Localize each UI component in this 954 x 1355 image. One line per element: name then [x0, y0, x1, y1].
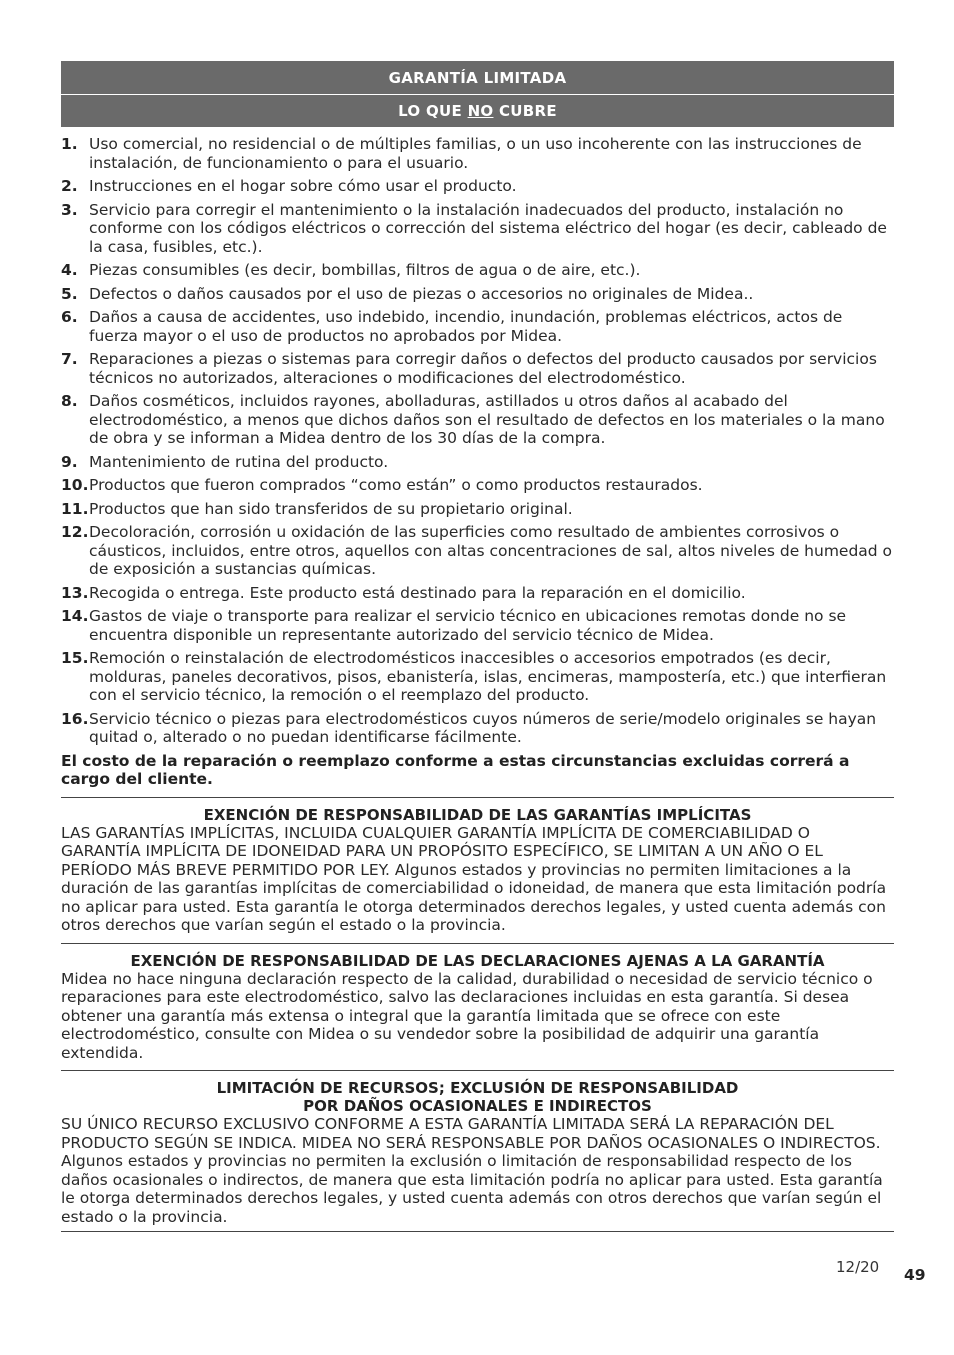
exclusions-list	[61, 135, 894, 747]
section-heading-line1: LIMITACIÓN DE RECURSOS; EXCLUSIÓN DE RESPONSABILIDAD	[216, 1079, 739, 1097]
item-number: 3.	[61, 200, 78, 219]
item-text: Servicio para corregir el mantenimiento o la instalación inadecuados del producto, instalación no conforme con los códigos eléctricos o corrección del sistema eléctrico del hogar (es decir, cableado de la casa, fusibles, etc.).	[89, 200, 887, 256]
item-text: Daños cosméticos, incluidos rayones, abolladuras, astillados u otros daños al acabado del electrodoméstico, a menos que dichos daños son el resultado de defectos en los materiales o la mano de obra y se informan a Midea dentro de los 30 días de la compra.	[89, 392, 885, 447]
section-heading-line2: POR DAÑOS OCASIONALES E INDIRECTOS	[303, 1097, 652, 1115]
list-item	[61, 710, 894, 747]
item-number: 6.	[61, 308, 78, 326]
item-text: Productos que fueron comprados “como están” o como productos restaurados.	[89, 476, 703, 494]
item-number: 15.	[61, 649, 89, 667]
section-heading: EXENCIÓN DE RESPONSABILIDAD DE LAS GARANTÍAS IMPLÍCITAS	[203, 805, 752, 824]
list-item	[61, 500, 894, 519]
list-item	[61, 649, 894, 705]
bottom-divider	[61, 1231, 894, 1232]
item-text: Decoloración, corrosión u oxidación de las superficies como resultado de ambientes corrosivos o cáusticos, incluidos, entre otros, aquellos con altas concentraciones de sal, altos niveles de humedad o de exposición a sustancias químicas.	[89, 523, 893, 578]
item-text: Daños a causa de accidentes, uso indebido, incendio, inundación, problemas eléctricos, actos de fuerza mayor o el uso de productos no aprobados por Midea.	[89, 308, 843, 345]
item-text: Uso comercial, no residencial o de múltiples familias, o un uso incoherente con las instrucciones de instalación, de funcionamiento o para el usuario.	[89, 135, 862, 172]
item-text: Servicio técnico o piezas para electrodomésticos cuyos números de serie/modelo originales se hayan quitad o, alterado o no puedan identificarse fácilmente.	[89, 709, 877, 746]
item-text: Piezas consumibles (es decir, bombillas, filtros de agua o de aire, etc.).	[89, 261, 641, 279]
section-body: LAS GARANTÍAS IMPLÍCITAS, INCLUIDA CUALQUIER GARANTÍA IMPLÍCITA DE COMERCIABILIDAD O GARANTÍA IMPLÍCITA DE IDONEIDAD PARA UN PROPÓSITO ESPECÍFICO, SE LIMITAN A UN AÑO O EL PERÍODO MÁS BREVE PERMITIDO POR LEY. Algunos estados y provincias no permiten limitaciones a la duración de las garantías implícitas de comerciabilidad o idoneidad, de manera que esta limitación podría no aplicar para usted. Esta garantía le otorga determinados derechos legales, y usted cuenta además con otros derechos que varían según el estado o la provincia.	[61, 823, 887, 934]
list-item	[61, 308, 894, 345]
list-item	[61, 453, 894, 472]
item-text: Defectos o daños causados por el uso de piezas o accesorios no originales de Midea..	[89, 284, 754, 303]
item-number: 14.	[61, 607, 89, 625]
item-number: 11.	[61, 499, 89, 518]
section-heading: EXENCIÓN DE RESPONSABILIDAD DE LAS DECLARACIONES AJENAS A LA GARANTÍA	[130, 951, 825, 970]
item-number: 13.	[61, 583, 89, 602]
not-covered-post: CUBRE	[493, 102, 557, 120]
list-item	[61, 261, 894, 280]
item-text: Productos que han sido transferidos de su propietario original.	[89, 499, 573, 518]
item-number: 2.	[61, 177, 78, 195]
list-item	[61, 476, 894, 495]
page-number: 49	[904, 1266, 926, 1284]
remedies-section	[61, 1070, 894, 1226]
item-text: Reparaciones a piezas o sistemas para corregir daños o defectos del producto causados por servicios técnicos no autorizados, alteraciones o modificaciones del electrodoméstico.	[89, 350, 877, 387]
item-text: Instrucciones en el hogar sobre cómo usar el producto.	[89, 177, 517, 195]
cost-note: El costo de la reparación o reemplazo conforme a estas circunstancias excluidas correrá a cargo del cliente.	[61, 751, 850, 788]
item-number: 12.	[61, 523, 89, 541]
section-body: SU ÚNICO RECURSO EXCLUSIVO CONFORME A ESTA GARANTÍA LIMITADA SERÁ LA REPARACIÓN DEL PRODUCTO SEGÚN SE INDICA. MIDEA NO SERÁ RESPONSABLE POR DAÑOS OCASIONALES O INDIRECTOS. Algunos estados y provincias no permiten la exclusión o limitación de responsabilidad respecto de los daños ocasionales o indirectos, de manera que esta limitación podría no aplicar para usted. Esta garantía le otorga determinados derechos legales, y usted cuenta además con otros derechos que varían según el estado o la provincia.	[61, 1115, 883, 1226]
item-number: 7.	[61, 350, 78, 368]
item-text: Recogida o entrega. Este producto está destinado para la reparación en el domicilio.	[89, 583, 746, 602]
list-item	[61, 201, 894, 257]
list-item	[61, 285, 894, 304]
item-text: Remoción o reinstalación de electrodomésticos inaccesibles o accesorios empotrados (es decir, molduras, paneles decorativos, pisos, ebanistería, islas, encimeras, mampostería, etc.) que interfieran con el servicio técnico, la remoción o el reemplazo del producto.	[89, 649, 887, 704]
item-number: 10.	[61, 476, 89, 494]
item-number: 16.	[61, 709, 89, 728]
warranty-title: GARANTÍA LIMITADA	[388, 69, 567, 87]
item-number: 8.	[61, 392, 78, 410]
item-text: Mantenimiento de rutina del producto.	[89, 452, 389, 471]
warranty-title-banner	[61, 61, 894, 94]
representations-section	[61, 943, 894, 1063]
list-item	[61, 607, 894, 644]
list-item	[61, 523, 894, 579]
item-text: Gastos de viaje o transporte para realizar el servicio técnico en ubicaciones remotas donde no se encuentra disponible un representante autorizado del servicio técnico de Midea.	[89, 607, 847, 644]
warranty-page	[61, 61, 894, 1232]
list-item	[61, 584, 894, 603]
item-number: 4.	[61, 261, 78, 279]
item-number: 1.	[61, 135, 78, 153]
list-item	[61, 350, 894, 387]
implied-warranties-section	[61, 797, 894, 935]
section-body: Midea no hace ninguna declaración respecto de la calidad, durabilidad o necesidad de servicio técnico o reparaciones para este electrodoméstico, salvo las declaraciones incluidas en esta garantía. Si desea obtener una garantía más extensa o integral que la garantía limitada que se ofrece con este electrodoméstico, consulte con Midea o su vendedor sobre la posibilidad de adquirir una garantía extendida.	[61, 969, 873, 1062]
list-item	[61, 135, 894, 172]
revision-date: 12/20	[836, 1258, 880, 1276]
not-covered-banner	[61, 94, 894, 127]
list-item	[61, 392, 894, 448]
not-covered-emphasis: NO	[467, 102, 494, 120]
list-item	[61, 177, 894, 196]
item-number: 5.	[61, 284, 78, 303]
item-number: 9.	[61, 452, 78, 471]
not-covered-pre: LO QUE	[398, 102, 468, 120]
